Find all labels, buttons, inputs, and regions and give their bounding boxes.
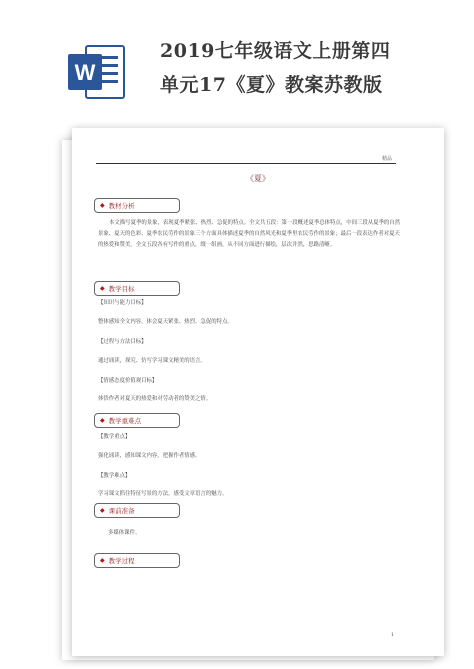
diamond-icon: ◆ — [100, 557, 105, 564]
section-label: 教学过程 — [108, 557, 135, 565]
section-label: 教学目标 — [108, 285, 135, 293]
difficult-point-heading: 【教学难点】 — [98, 473, 131, 479]
header-label: 精品 — [381, 156, 392, 162]
section-goals — [94, 281, 180, 296]
section-label: 教材分析 — [108, 202, 135, 210]
diamond-icon: ◆ — [100, 202, 105, 209]
goal-process-text: 通过诵读，探究、仿写学习课文精美的语言。 — [98, 358, 206, 364]
word-icon-letter: W — [74, 60, 96, 85]
goal-emotion-heading: 【情感态度价值观目标】 — [98, 378, 158, 384]
diamond-icon: ◆ — [100, 507, 105, 514]
title-line-1: 2019七年级语文上册第四 — [160, 40, 391, 62]
diamond-icon: ◆ — [100, 417, 105, 424]
section-label: 课前准备 — [108, 507, 135, 515]
title-line-2: 单元17《夏》教案苏教版 — [160, 74, 383, 96]
section-analysis — [94, 198, 180, 213]
analysis-paragraph: 本文描写夏季的景象，表现夏季紧张、热烈、急促的特点。全文共五段：第一段概述夏季总体特点，中间三段从夏季的自然景象、夏天的色彩、夏季农民劳作的景象三个方面具体描述夏季的自然风光和夏季里农民劳作的景象；最后一段表达作者对夏天的热爱和赞美。全文五段各有写作的重点，缀一组画，从不同方面进行描绘，层次井然，思路清晰。 — [98, 220, 401, 248]
preparation-text: 多媒体课件。 — [108, 530, 141, 536]
section-key-difficult — [94, 413, 180, 428]
section-label: 教学重难点 — [108, 417, 142, 425]
key-point-heading: 【教学重点】 — [98, 434, 131, 440]
document-page — [72, 128, 444, 656]
header — [0, 0, 474, 120]
goal-process-heading: 【过程与方法目标】 — [98, 339, 147, 345]
diamond-icon: ◆ — [100, 285, 105, 292]
key-point-text: 强化诵读，感知课文内容，把握作者情感。 — [98, 453, 201, 459]
document-title — [160, 34, 460, 102]
goal-knowledge-text: 整体感知全文内容，体会夏天紧张、热烈、急促的特点。 — [98, 319, 233, 325]
section-preparation — [94, 503, 180, 518]
header-rule — [96, 163, 396, 164]
lesson-title: 《夏》 — [246, 174, 270, 183]
section-process — [94, 553, 180, 568]
page-number: 1 — [390, 632, 394, 638]
difficult-point-text: 学习课文抓住特征写景的方法，感受文章语言的魅力。 — [98, 491, 228, 497]
goal-emotion-text: 体悟作者对夏天的热爱和对劳动者的赞美之情。 — [98, 396, 212, 402]
goal-knowledge-heading: 【知识与能力目标】 — [98, 300, 147, 306]
word-document-icon — [64, 40, 128, 104]
